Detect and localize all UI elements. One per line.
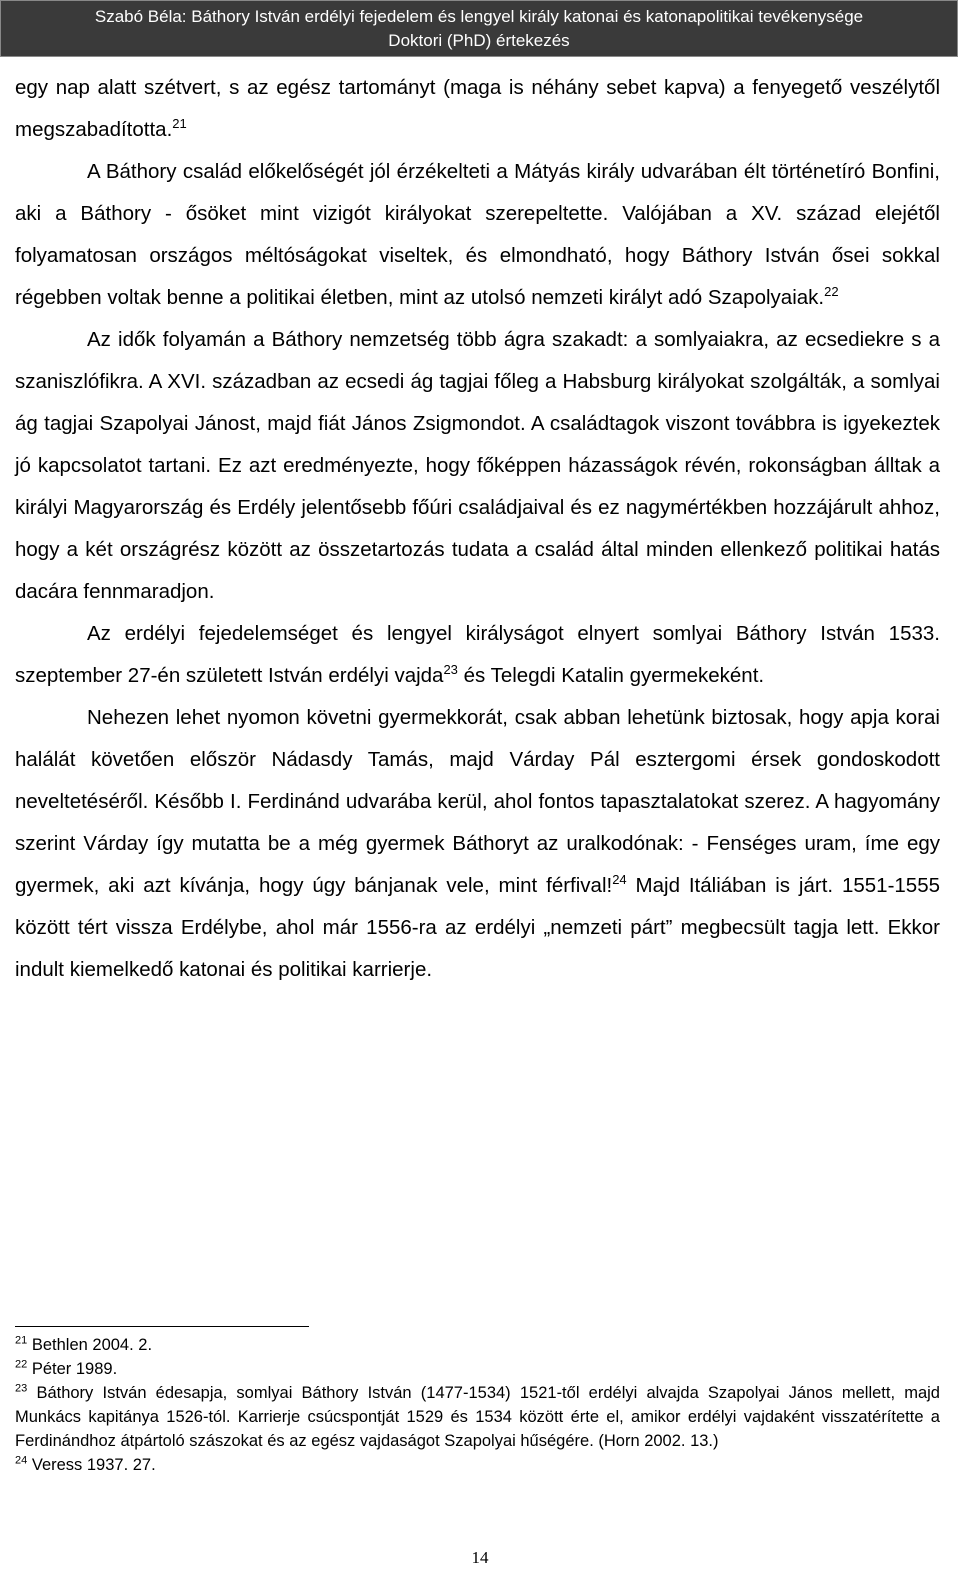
footnote-text: Báthory István édesapja, somlyai Báthory István (1477-1534) 1521-től erdélyi alvajda Szapolyai János mellett, majd Munkács kapitánya 1526-tól. Karrierje csúcspontját 1529 és 1534 között érte el, amikor erdélyi vajdaként visszatérítette a Ferdinándhoz átpártoló szászokat és az egész vajdaságot Szapolyai hűségére. (Horn 2002. 13.) <box>15 1384 940 1450</box>
header-subtitle: Doktori (PhD) értekezés <box>388 31 570 50</box>
running-header <box>0 0 958 57</box>
paragraph-text: és Telegdi Katalin gyermekeként. <box>457 664 765 687</box>
footnote <box>15 1333 940 1357</box>
paragraph <box>15 67 940 151</box>
paragraph <box>15 319 940 613</box>
paragraph <box>15 151 940 319</box>
footnote-text: Péter 1989. <box>31 1360 118 1378</box>
paragraph-text: egy nap alatt szétvert, s az egész tartományt (maga is néhány sebet kapva) a fenyegető veszélytől megszabadította. <box>15 76 940 141</box>
paragraph-text: Nehezen lehet nyomon követni gyermekkorát, csak abban lehetünk biztosak, hogy apja korai halálát követően először Nádasdy Tamás, majd Várday Pál esztergomi érsek gondoskodott neveltetéséről. Később I. Ferdinánd udvarába kerül, ahol fontos tapasztalatokat szerez. A hagyomány szerint Várday így mutatta be a még gyermek Báthoryt az uralkodónak: - Fenséges uram, íme egy gyermek, aki azt kívánja, hogy úgy bánjanak vele, mint férfival! <box>15 706 940 897</box>
footnote-number: 21 <box>15 1334 28 1347</box>
footnote-text: Bethlen 2004. 2. <box>31 1336 153 1354</box>
footnote <box>15 1357 940 1381</box>
paragraph <box>15 613 940 697</box>
header-title: Szabó Béla: Báthory István erdélyi fejedelem és lengyel király katonai és katonapolitikai tevékenysége <box>94 7 864 26</box>
paragraph-text: Az idők folyamán a Báthory nemzetség több ágra szakadt: a somlyaiakra, az ecsediekre s a szaniszlófikra. A XVI. században az ecsedi ág tagjai főleg a Habsburg királyokat szolgálták, a somlyai ág tagjai Szapolyai Jánost, majd fiát János Zsigmondot. A családtagok viszont továbbra is igyekeztek jó kapcsolatot tartani. Ez azt eredményezte, hogy főképpen házasságok révén, rokonságban álltak a királyi Magyarország és Erdély jelentősebb főúri családjaival és ez nagymértékben hozzájárult ahhoz, hogy a két országrész között az összetartozás tudata a család által minden ellenkező politikai hatás dacára fennmaradjon. <box>15 328 940 603</box>
footnote <box>15 1453 940 1477</box>
page-number: 14 <box>471 1548 489 1567</box>
paragraph-text: Majd Itáliában is járt. 1551-1555 között tért vissza Erdélybe, ahol már 1556-ra az erdélyi „nemzeti párt” megbecsült tagja lett. Ekkor indult kiemelkedő katonai és politikai karrierje. <box>15 874 940 981</box>
footnotes <box>15 1333 940 1477</box>
paragraph <box>15 697 940 991</box>
footnote-ref: 22 <box>824 284 839 300</box>
footnote-number: 24 <box>15 1454 28 1467</box>
footnote-ref: 24 <box>612 872 627 888</box>
footnote-number: 22 <box>15 1358 28 1371</box>
footnote-ref: 21 <box>172 116 187 132</box>
footnote-number: 23 <box>15 1382 28 1395</box>
body-text <box>15 67 940 991</box>
footnote-ref: 23 <box>443 662 458 678</box>
footnote <box>15 1381 940 1453</box>
footnote-text: Veress 1937. 27. <box>31 1456 156 1474</box>
footnote-separator <box>15 1326 309 1327</box>
paragraph-text: A Báthory család előkelőségét jól érzékelteti a Mátyás király udvarában élt történetíró Bonfini, aki a Báthory - ősöket mint vizigót királyokat szerepeltette. Valójában a XV. század elejétől folyamatosan országos méltóságokat viseltek, és elmondható, hogy Báthory István ősei sokkal régebben voltak benne a politikai életben, mint az utolsó nemzeti királyt adó Szapolyaiak. <box>15 160 940 309</box>
paragraph-text: Az erdélyi fejedelemséget és lengyel királyságot elnyert somlyai Báthory István 1533. szeptember 27-én született István erdélyi vajda <box>15 622 940 687</box>
